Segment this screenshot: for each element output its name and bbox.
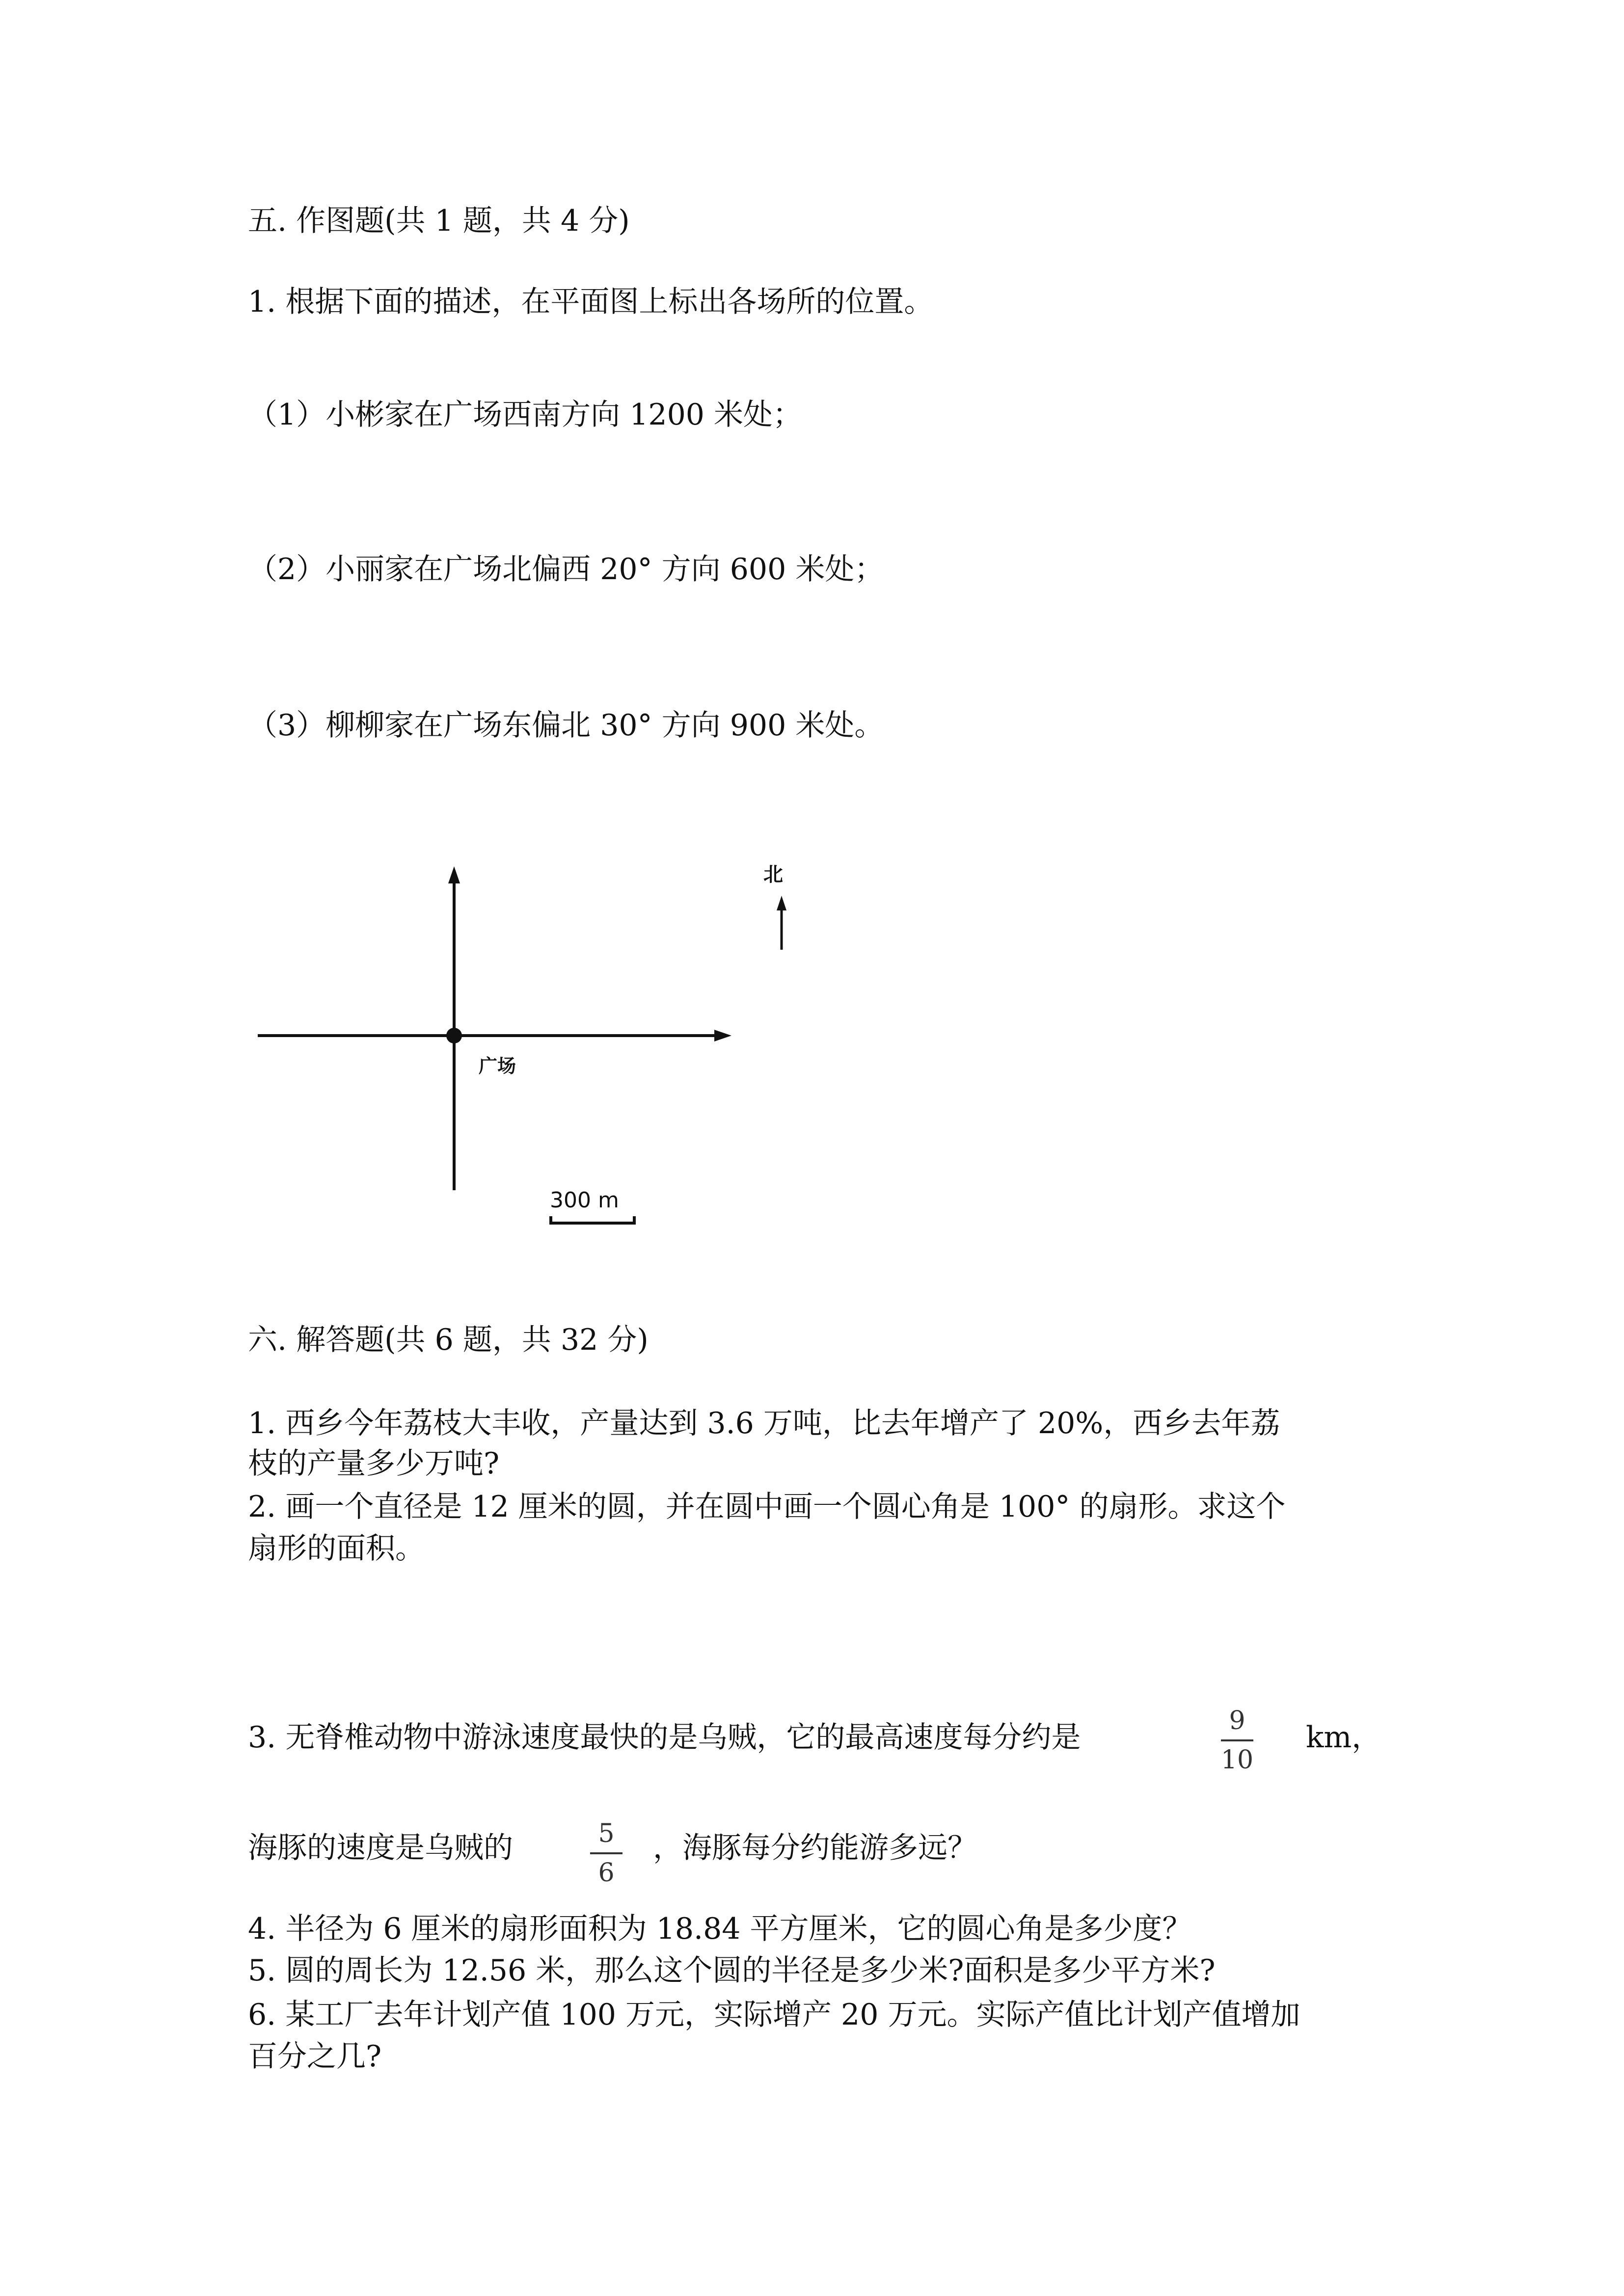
fraction1-denominator: 10: [1220, 1745, 1254, 1775]
scale-label: 300 m: [550, 1188, 619, 1213]
section5-item2: （2）小丽家在广场北偏西 20° 方向 600 米处；: [248, 552, 884, 587]
plaza-center-point: [446, 1028, 462, 1043]
section6-q1-line1: 1. 西乡今年荔枝大丰收，产量达到 3.6 万吨，比去年增产了 20%，西乡去年荔: [248, 1406, 1280, 1441]
section5-item3: （3）柳柳家在广场东偏北 30° 方向 900 米处。: [248, 708, 884, 743]
section6-q3-text3: ，海豚每分约能游多远？: [653, 1831, 977, 1865]
section6-q2-line2: 扇形的面积。: [248, 1531, 425, 1566]
section6-q5: 5. 圆的周长为 12.56 米，那么这个圆的半径是多少米?面积是多少平方米?: [248, 1953, 1216, 1988]
fraction1-numerator: 9: [1229, 1706, 1245, 1735]
section6-q4: 4. 半径为 6 厘米的扇形面积为 18.84 平方厘米，它的圆心角是多少度？: [248, 1912, 1192, 1946]
fraction1-bar: [1221, 1739, 1253, 1741]
section6-q3-text1: 3. 无脊椎动物中游泳速度最快的是乌贼，它的最高速度每分约是: [248, 1720, 1081, 1755]
north-label: 北: [763, 863, 783, 886]
north-arrow-head: [448, 866, 460, 883]
section6-q6-line1: 6. 某工厂去年计划产值 100 万元，实际增产 20 万元。实际产值比计划产值增加: [248, 1998, 1300, 2032]
section5-heading: 五. 作图题(共 1 题，共 4 分): [248, 204, 630, 238]
section6-q2-line1: 2. 画一个直径是 12 厘米的圆，并在圆中画一个圆心角是 100° 的扇形。求这个: [248, 1490, 1286, 1524]
section6-q3-unit: km，: [1306, 1720, 1381, 1755]
section5-question1: 1. 根据下面的描述，在平面图上标出各场所的位置。: [248, 285, 934, 319]
plan-figure: [245, 844, 835, 1247]
section5-item1: （1）小彬家在广场西南方向 1200 米处；: [248, 398, 803, 432]
east-arrow-head: [714, 1030, 731, 1041]
fraction2-denominator: 6: [598, 1858, 615, 1888]
scale-bar: [551, 1216, 634, 1223]
fraction-five-sixths: [589, 1821, 623, 1886]
fraction2-numerator: 5: [598, 1819, 615, 1848]
section6-heading: 六. 解答题(共 6 题，共 32 分): [248, 1323, 649, 1357]
section6-q3-text2: 海豚的速度是乌贼的: [248, 1831, 513, 1865]
fraction2-bar: [590, 1852, 623, 1854]
plaza-label: 广场: [479, 1055, 516, 1077]
north-indicator-head: [777, 896, 786, 910]
section6-q1-line2: 枝的产量多少万吨?: [248, 1446, 500, 1481]
section6-q6-line2: 百分之几?: [248, 2039, 382, 2074]
fraction-nine-tenths: [1220, 1708, 1254, 1773]
